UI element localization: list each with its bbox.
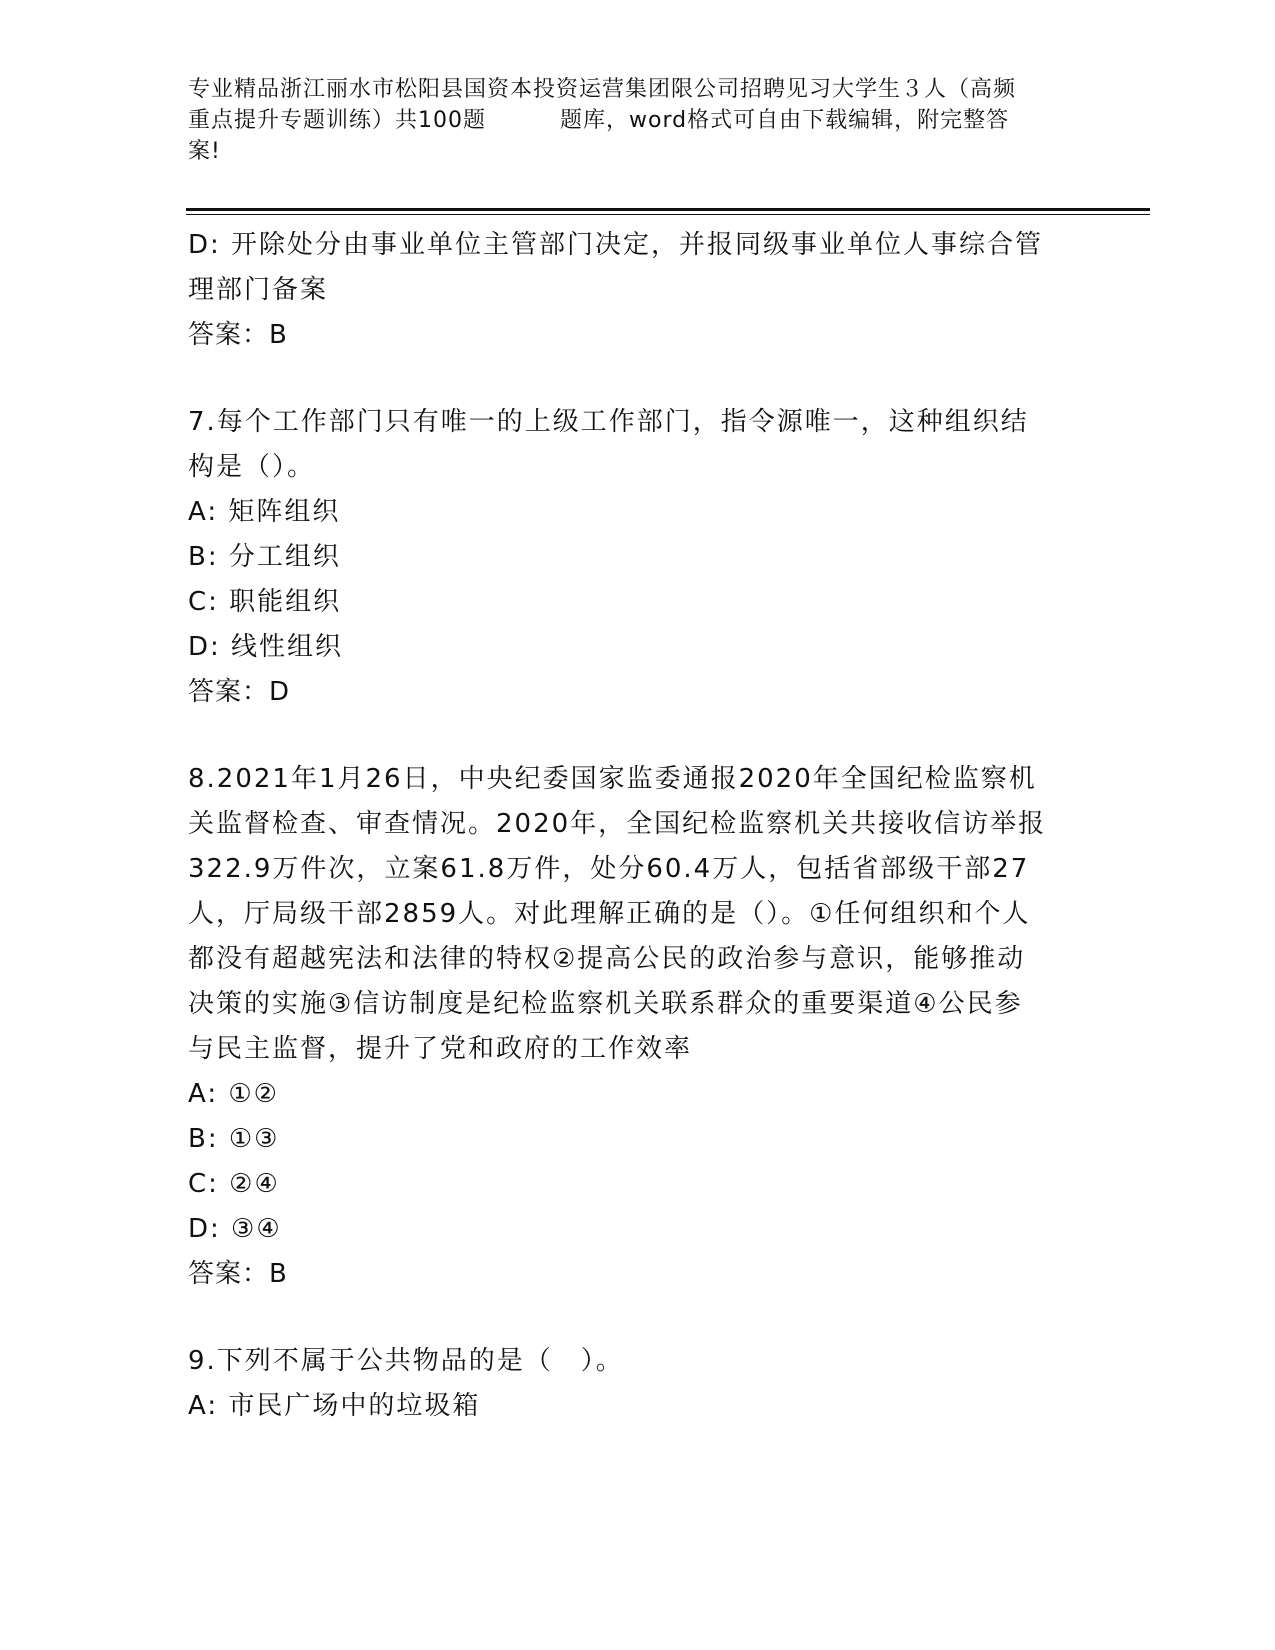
answer-line: 答案：B bbox=[188, 1259, 288, 1289]
question-text: 决策的实施③信访制度是纪检监察机关联系群众的重要渠道④公民参 bbox=[188, 989, 1023, 1019]
question-text: 关监督检查、审查情况。2020年，全国纪检监察机关共接收信访举报 bbox=[188, 809, 1047, 839]
question-text: 都没有超越宪法和法律的特权②提高公民的政治参与意识，能够推动 bbox=[188, 944, 1026, 974]
question-text: 人，厅局级干部2859人。对此理解正确的是（）。①任何组织和个人 bbox=[188, 899, 1031, 929]
question-text: 与民主监督，提升了党和政府的工作效率 bbox=[188, 1034, 693, 1064]
question-text: 322.9万件次，立案61.8万件，处分60.4万人，包括省部级干部27 bbox=[188, 854, 1030, 884]
option-d: D: 线性组织 bbox=[188, 632, 344, 662]
option-c: C: 职能组织 bbox=[188, 587, 342, 617]
document-header bbox=[188, 74, 1088, 167]
document-body bbox=[188, 223, 1088, 1429]
question-block bbox=[188, 400, 1088, 715]
header-line-2-part-2: 题库，word格式可自由下载编辑，附完整答 bbox=[560, 108, 1010, 133]
header-line-2-part-1: 重点提升专题训练）共100题 bbox=[188, 108, 486, 133]
question-text: 9.下列不属于公共物品的是（ ）。 bbox=[188, 1346, 624, 1376]
option-d: D: ③④ bbox=[188, 1214, 282, 1244]
header-line-2 bbox=[188, 105, 1088, 136]
question-block bbox=[188, 1339, 1088, 1429]
option-c: C: ②④ bbox=[188, 1169, 280, 1199]
question-block bbox=[188, 757, 1088, 1297]
question-text: 8.2021年1月26日，中央纪委国家监委通报2020年全国纪检监察机 bbox=[188, 764, 1037, 794]
question-text: 构是（）。 bbox=[188, 452, 316, 482]
option-a: A: 矩阵组织 bbox=[188, 497, 341, 527]
option-b: B: ①③ bbox=[188, 1124, 280, 1154]
option-a: A: ①② bbox=[188, 1079, 279, 1109]
option-a: A: 市民广场中的垃圾箱 bbox=[188, 1391, 481, 1421]
text-line: D: 开除处分由事业单位主管部门决定，并报同级事业单位人事综合管 bbox=[188, 230, 1044, 260]
question-text: 7.每个工作部门只有唯一的上级工作部门，指令源唯一，这种组织结 bbox=[188, 407, 1029, 437]
answer-line: 答案：B bbox=[188, 320, 288, 350]
header-line-3: 案! bbox=[188, 139, 221, 164]
header-rule-thin bbox=[186, 214, 1150, 215]
answer-line: 答案：D bbox=[188, 677, 291, 707]
header-rule-thick bbox=[186, 208, 1150, 211]
header-line-1: 专业精品浙江丽水市松阳县国资本投资运营集团限公司招聘见习大学生３人（高频 bbox=[188, 77, 1017, 102]
option-b: B: 分工组织 bbox=[188, 542, 341, 572]
question-block bbox=[188, 223, 1088, 358]
text-line: 理部门备案 bbox=[188, 275, 329, 305]
